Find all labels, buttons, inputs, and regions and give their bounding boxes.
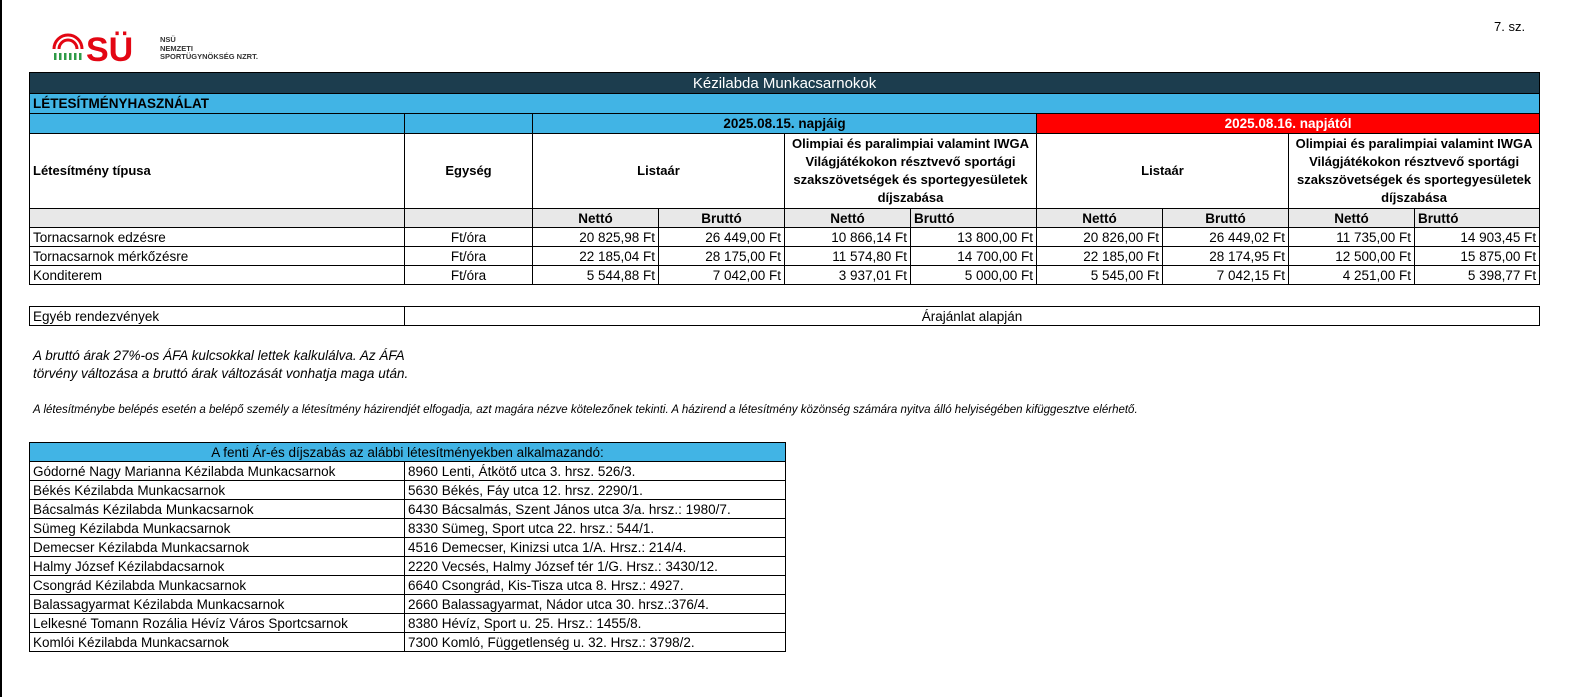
other-events-label: Egyéb rendezvények [30,307,405,326]
facility-address: 6640 Csongrád, Kis-Tisza utca 8. Hrsz.: 4927. [405,576,786,595]
table-row [30,247,1540,266]
facility-address: 6430 Bácsalmás, Szent János utca 3/a. hrsz.: 1980/7. [405,500,786,519]
table-title: Kézilabda Munkacsarnokok [30,73,1540,94]
facility-address: 5630 Békés, Fáy utca 12. hrsz. 2290/1. [405,481,786,500]
price-cell: 20 825,98 Ft [533,228,659,247]
price-cell: 26 449,02 Ft [1163,228,1289,247]
price-cell: 28 174,95 Ft [1163,247,1289,266]
price-cell: 5 398,77 Ft [1415,266,1540,285]
col-net: Nettó [1289,209,1415,228]
price-cell: 14 903,45 Ft [1415,228,1540,247]
logo-mark: SÜ [86,31,134,65]
price-cell: 5 545,00 Ft [1037,266,1163,285]
period-until: 2025.08.15. napjáig [533,114,1037,134]
price-cell: 7 042,15 Ft [1163,266,1289,285]
col-unit: Egység [405,134,533,209]
table-row [30,462,786,481]
facility-address: 2660 Balassagyarmat, Nádor utca 30. hrsz.:376/4. [405,595,786,614]
empty-cell [405,114,533,134]
facility-type: Tornacsarnok mérkőzésre [30,247,405,266]
page-number: 7. sz. [1494,19,1526,34]
table-row [30,557,786,576]
table-row [30,228,1540,247]
facility-name: Komlói Kézilabda Munkacsarnok [30,633,405,652]
logo-text: NSÜ NEMZETI SPORTÜGYNÖKSÉG NZRT. [160,35,258,61]
facility-name: Sümeg Kézilabda Munkacsarnok [30,519,405,538]
price-cell: 11 735,00 Ft [1289,228,1415,247]
facilities-header: A fenti Ár-és díjszabás az alábbi létesítményekben alkalmazandó: [30,443,786,462]
price-cell: 20 826,00 Ft [1037,228,1163,247]
col-net: Nettó [1037,209,1163,228]
table-row [30,519,786,538]
unit: Ft/óra [405,228,533,247]
table-row [30,614,786,633]
table-row [30,633,786,652]
table-row [30,538,786,557]
table-row [30,481,786,500]
column-header-row [30,134,1540,209]
empty-cell [405,209,533,228]
price-cell: 15 875,00 Ft [1415,247,1540,266]
col-net: Nettó [533,209,659,228]
facilities-header-row [30,443,786,462]
table-row [30,576,786,595]
facility-address: 8960 Lenti, Átkötő utca 3. hrsz. 526/3. [405,462,786,481]
price-cell: 4 251,00 Ft [1289,266,1415,285]
col-olympic-1: Olimpiai és paralimpiai valamint IWGA Világjátékokon résztvevő sportági szakszövetségek és sportegyesületek díjszabása [785,134,1037,209]
price-cell: 28 175,00 Ft [659,247,785,266]
col-list-price-2: Listaár [1037,134,1289,209]
facility-name: Csongrád Kézilabda Munkacsarnok [30,576,405,595]
facility-address: 7300 Komló, Függetlenség u. 32. Hrsz.: 3798/2. [405,633,786,652]
facility-name: Békés Kézilabda Munkacsarnok [30,481,405,500]
price-cell: 5 000,00 Ft [911,266,1037,285]
period-from: 2025.08.16. napjától [1037,114,1540,134]
empty-cell [30,114,405,134]
price-cell: 13 800,00 Ft [911,228,1037,247]
pricing-table [29,72,1540,285]
facility-type: Tornacsarnok edzésre [30,228,405,247]
facility-address: 4516 Demecser, Kinizsi utca 1/A. Hrsz.: 214/4. [405,538,786,557]
col-net: Nettó [785,209,911,228]
col-gross: Bruttó [911,209,1037,228]
period-row [30,114,1540,134]
price-cell: 5 544,88 Ft [533,266,659,285]
section-label: LÉTESÍTMÉNYHASZNÁLAT [30,94,1540,114]
col-gross: Bruttó [1163,209,1289,228]
col-gross: Bruttó [1415,209,1540,228]
col-facility-type: Létesítmény típusa [30,134,405,209]
facility-type: Konditerem [30,266,405,285]
col-list-price-1: Listaár [533,134,785,209]
facility-address: 2220 Vecsés, Halmy József tér 1/G. Hrsz.: 3430/12. [405,557,786,576]
unit: Ft/óra [405,247,533,266]
net-gross-row [30,209,1540,228]
table-title-row [30,73,1540,94]
empty-cell [30,209,405,228]
price-cell: 14 700,00 Ft [911,247,1037,266]
price-cell: 22 185,04 Ft [533,247,659,266]
facility-address: 8380 Hévíz, Sport u. 25. Hrsz.: 1455/8. [405,614,786,633]
col-olympic-2: Olimpiai és paralimpiai valamint IWGA Világjátékokon résztvevő sportági szakszövetségek és sportegyesületek díjszabása [1289,134,1540,209]
price-cell: 26 449,00 Ft [659,228,785,247]
table-row [30,266,1540,285]
facility-name: Lelkesné Tomann Rozália Hévíz Város Sportcsarnok [30,614,405,633]
table-row [30,500,786,519]
vat-note: A bruttó árak 27%-os ÁFA kulcsokkal lettek kalkulálva. Az ÁFA törvény változása a bruttó árak változását vonhatja maga után. [33,348,409,381]
page-left-border [0,0,2,697]
logo-arc-icon [54,35,82,60]
other-events-table [29,306,1540,326]
other-events-value: Árajánlat alapján [405,307,1540,326]
unit: Ft/óra [405,266,533,285]
house-rules-note: A létesítménybe belépés esetén a belépő személy a létesítmény házirendjét elfogadja, azt magára nézve kötelezőnek tekinti. A házirend a létesítmény közönség számára nyitva álló helyiségében kifüggesztve elérhető. [33,404,1138,416]
facility-name: Gódorné Nagy Marianna Kézilabda Munkacsarnok [30,462,405,481]
col-gross: Bruttó [659,209,785,228]
section-row [30,94,1540,114]
facility-name: Balassagyarmat Kézilabda Munkacsarnok [30,595,405,614]
price-cell: 22 185,00 Ft [1037,247,1163,266]
price-cell: 10 866,14 Ft [785,228,911,247]
facility-name: Bácsalmás Kézilabda Munkacsarnok [30,500,405,519]
facility-address: 8330 Sümeg, Sport utca 22. hrsz.: 544/1. [405,519,786,538]
price-cell: 12 500,00 Ft [1289,247,1415,266]
table-row [30,307,1540,326]
table-row [30,595,786,614]
price-cell: 11 574,80 Ft [785,247,911,266]
facility-name: Demecser Kézilabda Munkacsarnok [30,538,405,557]
facility-name: Halmy József Kézilabdacsarnok [30,557,405,576]
facilities-table [29,442,786,652]
price-cell: 3 937,01 Ft [785,266,911,285]
price-cell: 7 042,00 Ft [659,266,785,285]
